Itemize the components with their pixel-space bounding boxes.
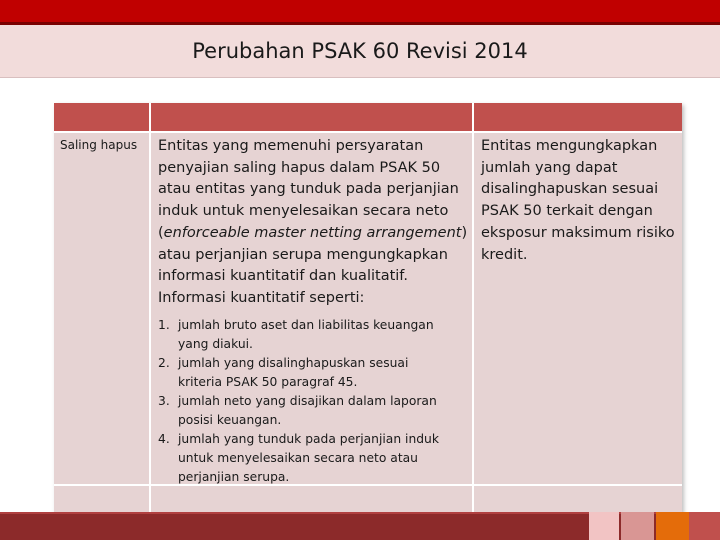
list-item bbox=[158, 392, 470, 430]
disc-line-2: jumlah yang dapat bbox=[481, 159, 618, 176]
title-band bbox=[0, 25, 720, 78]
list-line: posisi keuangan. bbox=[178, 412, 282, 427]
list-text bbox=[178, 392, 470, 430]
column-divider-2 bbox=[472, 103, 474, 513]
decorative-square bbox=[656, 512, 689, 540]
list-number: 4. bbox=[158, 431, 170, 446]
table-header-cell-3 bbox=[474, 103, 682, 131]
list-line: perjanjian serupa. bbox=[178, 469, 290, 484]
italic-term: enforceable master netting arrangement bbox=[163, 224, 462, 241]
decorative-square bbox=[689, 512, 720, 540]
list-line: untuk menyelesaikan secara neto atau bbox=[178, 450, 418, 465]
list-text bbox=[178, 354, 470, 392]
content-table bbox=[54, 103, 682, 513]
header-row-divider bbox=[54, 131, 682, 133]
decorative-square bbox=[589, 512, 619, 540]
list-item bbox=[158, 354, 470, 392]
req-line-italic bbox=[158, 223, 470, 245]
list-line: kriteria PSAK 50 paragraf 45. bbox=[178, 374, 358, 389]
disc-line-5: eksposur maksimum risiko bbox=[481, 224, 675, 241]
list-item bbox=[158, 430, 470, 487]
paren-open: ( bbox=[158, 224, 164, 241]
list-text bbox=[178, 430, 470, 487]
disc-line-6: kredit. bbox=[481, 246, 528, 263]
quantitative-info-list bbox=[158, 316, 470, 487]
top-accent-bar bbox=[0, 0, 720, 22]
req-line-5: atau perjanjian serupa mengungkapkan bbox=[158, 246, 448, 263]
list-number: 2. bbox=[158, 355, 170, 370]
disclosure-description bbox=[481, 136, 681, 266]
disc-line-4: PSAK 50 terkait dengan bbox=[481, 203, 653, 220]
list-number: 1. bbox=[158, 317, 170, 332]
disc-line-3: disalinghapuskan sesuai bbox=[481, 181, 659, 198]
decorative-square bbox=[621, 512, 654, 540]
disc-line-1: Entitas mengungkapkan bbox=[481, 138, 658, 154]
req-line-7: Informasi kuantitatif seperti: bbox=[158, 289, 365, 306]
column-divider-1 bbox=[149, 103, 151, 513]
list-line: jumlah neto yang disajikan dalam laporan bbox=[178, 393, 437, 408]
paren-close: ) bbox=[461, 224, 468, 241]
req-line-1: Entitas yang memenuhi persyaratan bbox=[158, 138, 424, 154]
list-text bbox=[178, 316, 470, 354]
list-line: jumlah yang disalinghapuskan sesuai bbox=[178, 355, 409, 370]
slide-title: Perubahan PSAK 60 Revisi 2014 bbox=[192, 39, 528, 63]
list-line: jumlah yang tunduk pada perjanjian induk bbox=[178, 431, 439, 446]
table-header-cell-2 bbox=[151, 103, 472, 131]
list-line: yang diakui. bbox=[178, 336, 253, 351]
list-line: jumlah bruto aset dan liabilitas keuangan bbox=[178, 317, 434, 332]
row-label-saling-hapus: Saling hapus bbox=[60, 138, 138, 152]
req-line-2: penyajian saling hapus dalam PSAK 50 bbox=[158, 159, 441, 176]
list-item bbox=[158, 316, 470, 354]
table-header-cell-1 bbox=[54, 103, 149, 131]
list-number: 3. bbox=[158, 393, 170, 408]
req-line-3: atau entitas yang tunduk pada perjanjian bbox=[158, 181, 459, 198]
req-line-4: induk untuk menyelesaikan secara neto bbox=[158, 203, 449, 220]
req-line-6: informasi kuantitatif dan kualitatif. bbox=[158, 268, 408, 285]
requirement-description bbox=[158, 136, 470, 487]
